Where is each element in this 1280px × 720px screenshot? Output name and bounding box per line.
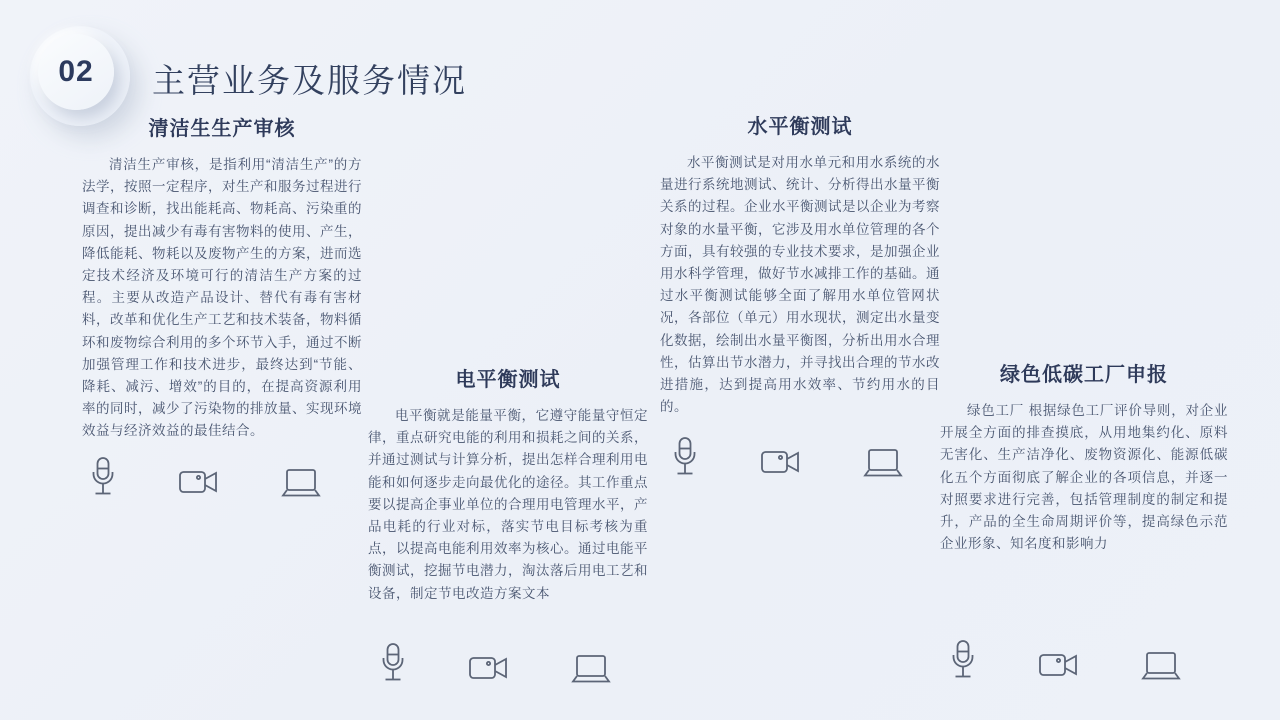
section-heading: 绿色低碳工厂申报 [1000,364,1168,386]
laptop-icon [862,447,904,479]
section-heading: 水平衡测试 [747,116,853,138]
icons-row-section-1 [90,455,322,499]
section-body: 清洁生产审核，是指利用“清洁生产”的方法学，按照一定程序，对生产和服务过程进行调查和诊断，找出能耗高、物耗高、污染重的原因，提出减少有毒有害物料的使用、产生，降低能耗、物耗以及废物产生的方案，进而选定技术经济及环境可行的清洁生产方案的过程。主要从改造产品设计、替代有毒有害材料，改革和优化生产工艺和技术装备，物料循环和废物综合利用的多个环节入手，通过不断加强管理工作和技术进步，最终达到“节能、降耗、减污、增效”的目的，在提高资源利用率的同时，减少了污染物的排放量、实现环境效益与经济效益的最佳结合。 [82,157,362,439]
section-number-badge: 02 [38,34,114,110]
badge-outer-circle [30,26,130,126]
video-camera-icon [467,651,509,685]
section-body: 水平衡测试是对用水单元和用水系统的水量进行系统地测试、统计、分析得出水量平衡关系的过程。企业水平衡测试是以企业为考察对象的水量平衡，它涉及用水单位管理的各个方面，具有较强的专业技术要求，是加强企业用水科学管理，做好节水减排工作的基础。通过水平衡测试能够全面了解用水单位管网状况，各部位（单元）用水现状，测定出水量变化数据，绘制出水量平衡图，分析出用水合理性，估算出节水潜力，并寻找出合理的节水改进措施，达到提高用水效率、节约用水的目的。 [660,155,940,415]
section-body: 绿色工厂 根据绿色工厂评价导则，对企业开展全方面的排查摸底，从用地集约化、原料无害化、生产洁净化、废物资源化、能源低碳化五个方面彻底了解企业的各项信息，并逐一对照要求进行完善，包括管理制度的制定和提升，产品的全生命周期评价等，提高绿色示范企业形象、知名度和影响力 [940,403,1228,552]
section-heading: 电平衡测试 [455,369,561,391]
section-clean-production-audit [82,112,362,443]
video-camera-icon [1037,648,1079,682]
microphone-icon [950,638,976,682]
section-body: 电平衡就是能量平衡，它遵守能量守恒定律，重点研究电能的利用和损耗之间的关系，并通过测试与计算分析，提出怎样合理利用电能和如何逐步走向最优化的途径。其工作重点要以提高企事业单位的合理用电管理水平，产品电耗的行业对标，落实节电目标考核为重点，以提高电能利用效率为核心。通过电能平衡测试，挖掘节电潜力，淘汰落后用电工艺和设备，制定节电改造方案文本 [368,408,648,601]
video-camera-icon [177,465,219,499]
laptop-icon [280,467,322,499]
icons-row-section-3 [672,435,904,479]
page-title: 主营业务及服务情况 [152,62,467,99]
laptop-icon [570,653,612,685]
section-green-low-carbon-factory [940,358,1228,555]
microphone-icon [380,641,406,685]
section-water-balance-test [660,110,940,418]
video-camera-icon [759,445,801,479]
microphone-icon [90,455,116,499]
section-electricity-balance-test [368,363,648,605]
icons-row-section-2 [380,641,612,685]
laptop-icon [1140,650,1182,682]
icons-row-section-4 [950,638,1182,682]
microphone-icon [672,435,698,479]
section-heading: 清洁生生产审核 [148,118,296,140]
